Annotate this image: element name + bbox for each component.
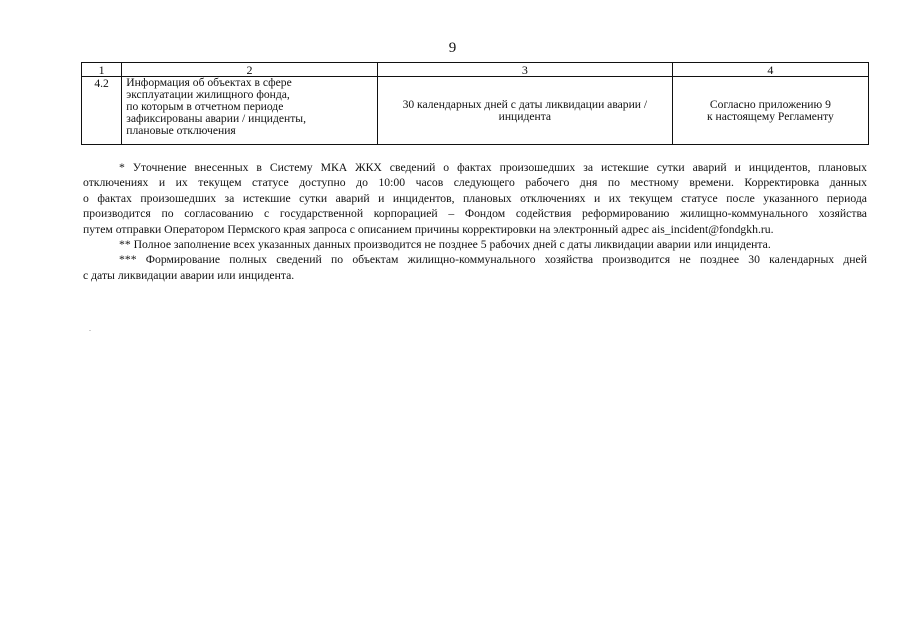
description-line: Информация об объектах в сфере <box>126 76 292 89</box>
description-line: плановые отключения <box>126 124 236 137</box>
table-row <box>82 77 869 145</box>
table-header-row <box>82 63 869 77</box>
footnote-1-line: * Уточнение внесенных в Систему МКА ЖКХ сведений о фактах произошедших за истекшие сутки аварий и инцидентов, плановых <box>119 161 867 174</box>
row-description-cell <box>122 77 378 145</box>
row-number-cell: 4.2 <box>82 77 122 145</box>
footnote-1-line: производится по согласованию с государственной корпорацией – Фондом содействия реформированию жилищно-коммунального хозяйства <box>83 207 867 221</box>
basis-line: Согласно приложению 9 <box>709 97 831 111</box>
row-basis-cell <box>672 77 868 145</box>
footnote-1 <box>83 160 867 237</box>
footnote-3-line: с даты ликвидации аварии или инцидента. <box>83 268 295 282</box>
deadline-line: 30 календарных дней с даты ликвидации аварии / <box>402 97 648 111</box>
header-cell-2: 2 <box>122 63 378 77</box>
footnote-3-line: *** Формирование полных сведений по объектам жилищно-коммунального хозяйства производится не позднее 30 календарных дней <box>119 253 867 267</box>
description-line: эксплуатации жилищного фонда, <box>126 88 290 101</box>
footnote-1-line: о фактах произошедших за истекшие сутки аварий и инцидентов, плановых отключениях и их текущем статусе после указанного периода <box>83 191 867 205</box>
regulation-table <box>81 62 869 145</box>
header-cell-3: 3 <box>377 63 672 77</box>
scan-speck <box>89 330 91 331</box>
basis-line: к настоящему Регламенту <box>706 109 834 123</box>
row-deadline-cell <box>377 77 672 145</box>
deadline-line: инцидента <box>498 109 552 123</box>
description-line: зафиксированы аварии / инциденты, <box>126 112 306 125</box>
header-cell-1: 1 <box>82 63 122 77</box>
header-cell-4: 4 <box>672 63 868 77</box>
page-number: 9 <box>448 40 457 56</box>
footnote-2 <box>83 237 867 252</box>
footnote-3 <box>83 252 867 283</box>
description-line: по которым в отчетном периоде <box>126 100 284 113</box>
footnote-2-line: ** Полное заполнение всех указанных данных производится не позднее 5 рабочих дней с даты ликвидации аварии или инцидента. <box>119 238 771 252</box>
footnotes <box>83 160 867 283</box>
footnote-1-line: отключениях и их текущем статусе доступно до 10:00 часов следующего рабочего дня по местному времени. Корректировка данных <box>83 176 867 190</box>
footnote-1-line: путем отправки Оператором Пермского края запроса с описанием причины корректировки на электронный адрес ais_incident@fondgkh.ru. <box>83 222 774 236</box>
